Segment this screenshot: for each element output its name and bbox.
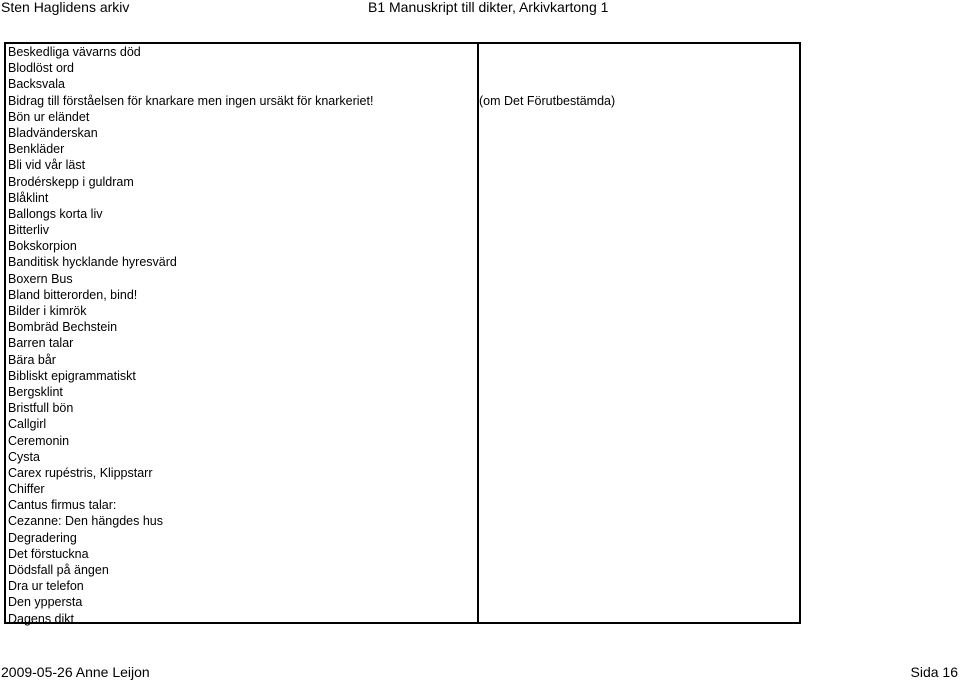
poem-title: Brodérskepp i guldram (8, 174, 134, 189)
poem-title: Carex rupéstris, Klippstarr (8, 465, 153, 480)
column-divider (477, 44, 479, 624)
poem-title: Bidrag till förståelsen för knarkare men ingen ursäkt för knarkeriet! (8, 93, 374, 108)
poem-title: Ballongs korta liv (8, 206, 103, 221)
manuscript-table (4, 42, 801, 624)
poem-title: Bladvänderskan (8, 125, 98, 140)
poem-title: Dödsfall på ängen (8, 563, 109, 577)
poem-title: Bergsklint (8, 384, 63, 399)
poem-title: Bilder i kimrök (8, 304, 87, 318)
poem-title: Blodlöst ord (8, 61, 75, 76)
footer-date-author: 2009-05-26 Anne Leijon (1, 664, 150, 680)
poem-title: Dra ur telefon (8, 579, 84, 594)
poem-title: Bristfull bön (8, 401, 74, 416)
poem-title: Bland bitterorden, bind! (8, 287, 138, 302)
footer-page-number: Sida 16 (910, 664, 958, 680)
poem-title: Cantus firmus talar: (8, 498, 117, 513)
poem-title: Bli vid vår läst (8, 158, 86, 173)
poem-title: Bära bår (8, 352, 56, 367)
poem-title: Ceremonin (8, 433, 70, 448)
poem-title: Benkläder (8, 142, 65, 157)
poem-title: Boxern Bus (8, 271, 73, 286)
poem-title: Cysta (8, 449, 40, 464)
poem-title: Dagens dikt (8, 611, 75, 626)
archive-name: Sten Haglidens arkiv (1, 0, 130, 15)
poem-note: (om Det Förutbestämda) (479, 93, 616, 108)
poem-title: Den yppersta (8, 595, 83, 610)
poem-title-list (8, 44, 373, 627)
poem-title: Degradering (8, 530, 77, 545)
poem-title: Cezanne: Den hängdes hus (8, 514, 163, 529)
poem-title: Backsvala (8, 77, 65, 92)
poem-title: Bombräd Bechstein (8, 320, 118, 335)
poem-title: Det förstuckna (8, 546, 89, 561)
poem-title: Bokskorpion (8, 239, 77, 254)
poem-title: Blåklint (8, 190, 49, 205)
poem-title: Barren talar (8, 336, 74, 351)
poem-title: Bitterliv (8, 223, 49, 238)
poem-title: Bön ur eländet (8, 109, 90, 124)
poem-title: Callgirl (8, 417, 47, 432)
poem-title: Beskedliga vävarns död (8, 45, 141, 59)
poem-title: Bibliskt epigrammatiskt (8, 368, 136, 383)
poem-title: Banditisk hycklande hyresvärd (8, 255, 177, 270)
poem-title: Chiffer (8, 482, 45, 497)
collection-title: B1 Manuskript till dikter, Arkivkartong 1 (368, 0, 609, 15)
